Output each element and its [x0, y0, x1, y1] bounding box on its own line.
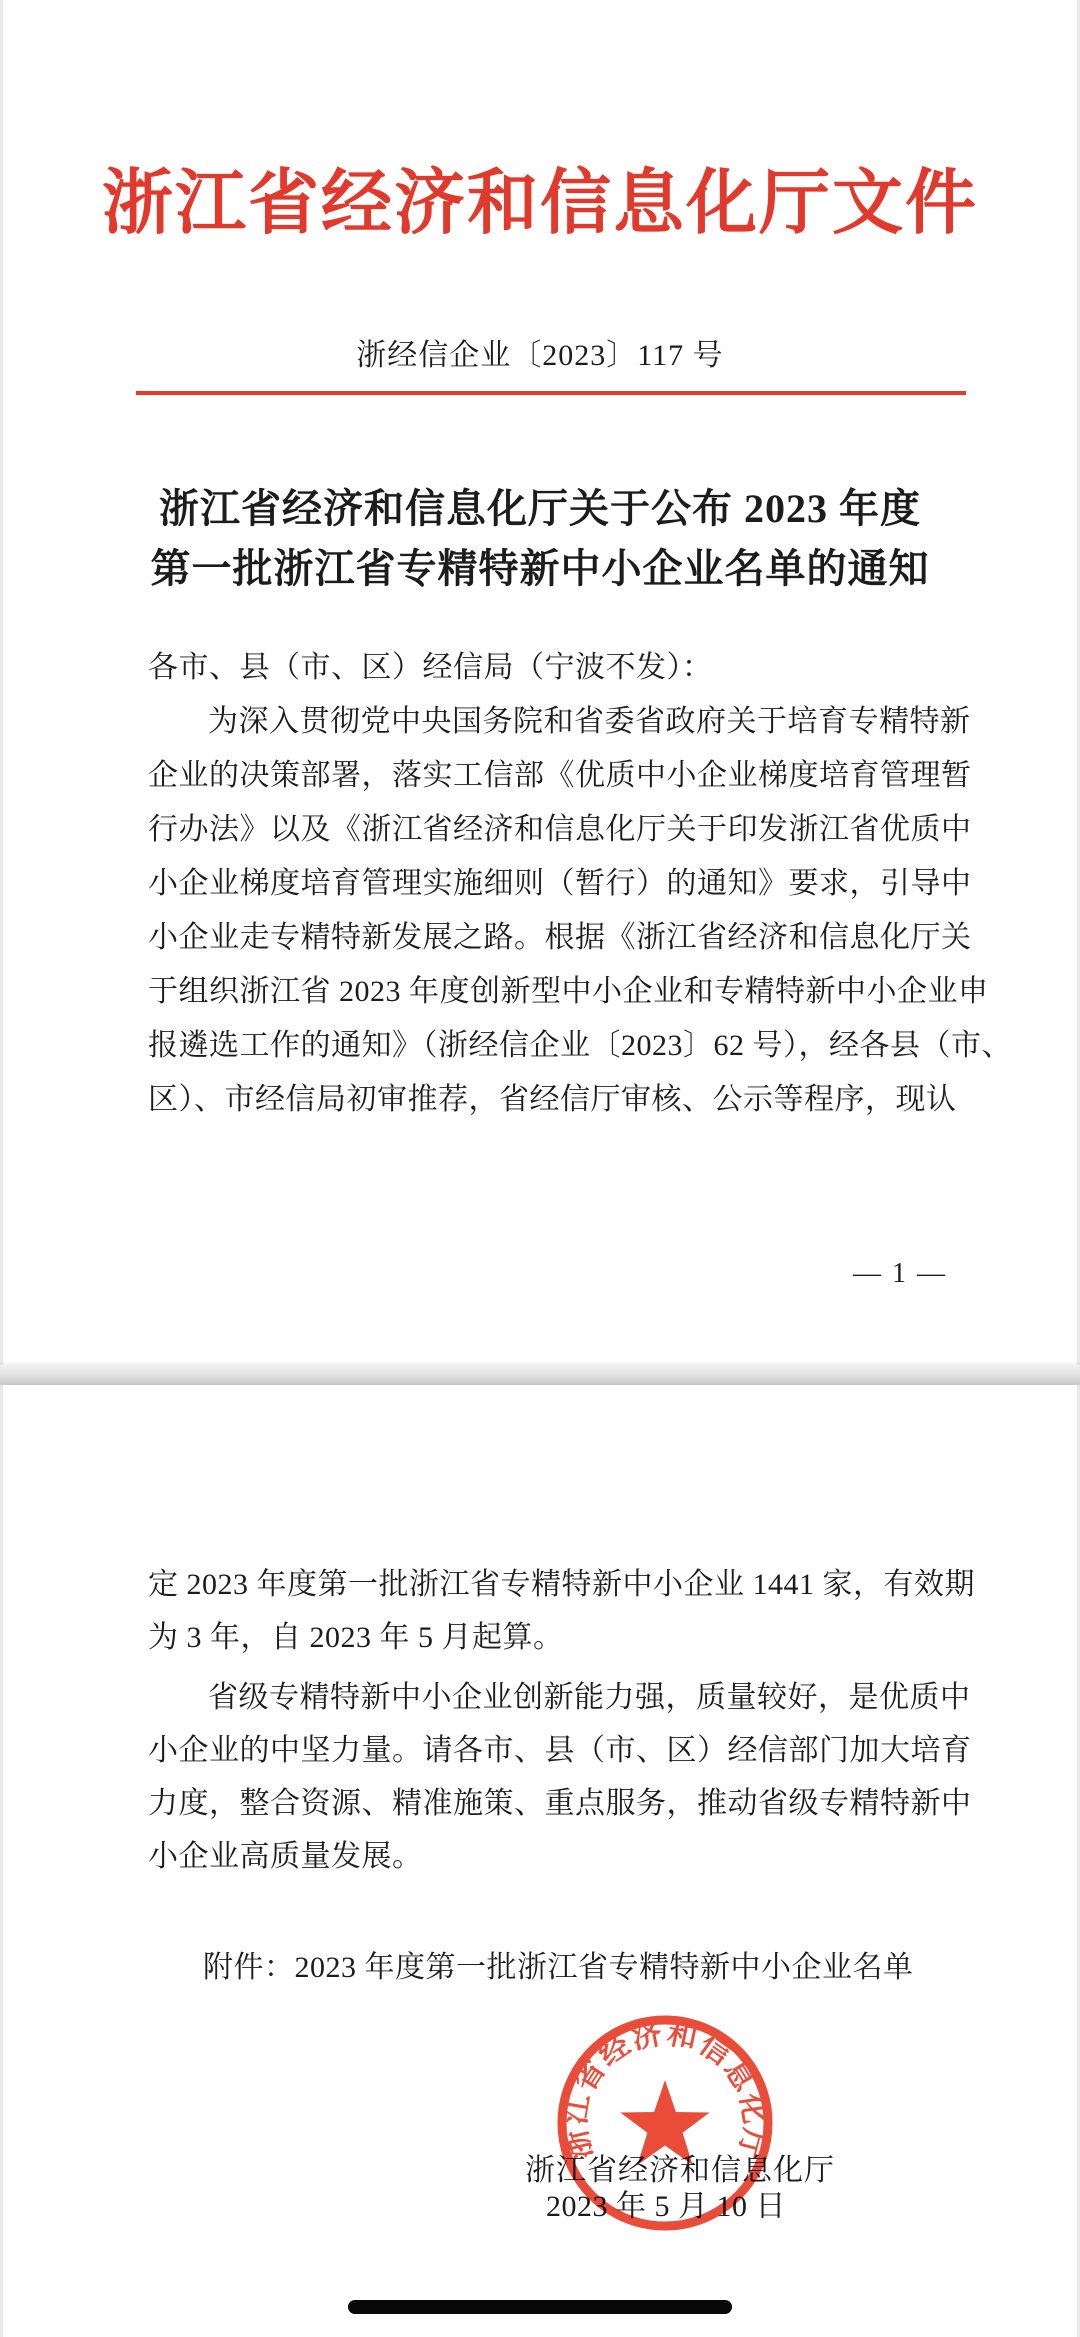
- signature-date: 2023 年 5 月 10 日: [546, 2190, 786, 2223]
- document-title-line-2: 第一批浙江省专精特新中小企业名单的通知: [150, 546, 930, 591]
- official-seal: [553, 2011, 777, 2235]
- document-header-title: 浙江省经济和信息化厅文件: [101, 165, 978, 243]
- red-divider-rule: [136, 391, 966, 395]
- signature-agency: 浙江省经济和信息化厅: [525, 2154, 835, 2187]
- attachment-line: 附件：2023 年度第一批浙江省专精特新中小企业名单: [203, 1951, 914, 1984]
- body-line: 小企业梯度培育管理实施细则（暂行）的通知》要求，引导中: [148, 867, 972, 900]
- document-title-line-1: 浙江省经济和信息化厅关于公布 2023 年度: [159, 486, 921, 531]
- document-page-1: [3, 0, 1077, 1365]
- seal-star-icon: [620, 2080, 709, 2165]
- body-line: 行办法》以及《浙江省经济和信息化厅关于印发浙江省优质中: [148, 813, 972, 846]
- body-line: 省级专精特新中小企业创新能力强，质量较好，是优质中: [208, 1681, 971, 1714]
- body-line: 力度，整合资源、精准施策、重点服务，推动省级专精特新中: [148, 1787, 972, 1820]
- body-line: 小企业走专精特新发展之路。根据《浙江省经济和信息化厅关: [148, 921, 972, 954]
- body-line: 小企业高质量发展。: [148, 1840, 423, 1873]
- body-line: 报遴选工作的通知》（浙经信企业〔2023〕62 号），经各县（市、: [148, 1029, 1012, 1062]
- body-line: 为深入贯彻党中央国务院和省委省政府关于培育专精特新: [208, 705, 971, 738]
- page-separator: [0, 1365, 1080, 1385]
- body-line: 定 2023 年度第一批浙江省专精特新中小企业 1441 家，有效期: [148, 1568, 975, 1601]
- body-line: 小企业的中坚力量。请各市、县（市、区）经信部门加大培育: [148, 1734, 972, 1767]
- document-number: 浙经信企业〔2023〕117 号: [356, 339, 724, 372]
- body-line: 企业的决策部署，落实工信部《优质中小企业梯度培育管理暂: [148, 759, 972, 792]
- body-line: 区）、市经信局初审推荐，省经信厅审核、公示等程序，现认: [148, 1083, 957, 1116]
- document-page-2: [3, 1385, 1077, 2337]
- page-number: — 1 —: [853, 1258, 947, 1289]
- home-indicator[interactable]: [348, 2300, 732, 2314]
- salutation-line: 各市、县（市、区）经信局（宁波不发）：: [148, 651, 713, 684]
- seal-arc-textpath: 浙江省经济和信息化厅: [558, 2016, 772, 2165]
- body-line: 为 3 年，自 2023 年 5 月起算。: [148, 1621, 564, 1654]
- body-line: 于组织浙江省 2023 年度创新型中小企业和专精特新中小企业申: [148, 975, 989, 1008]
